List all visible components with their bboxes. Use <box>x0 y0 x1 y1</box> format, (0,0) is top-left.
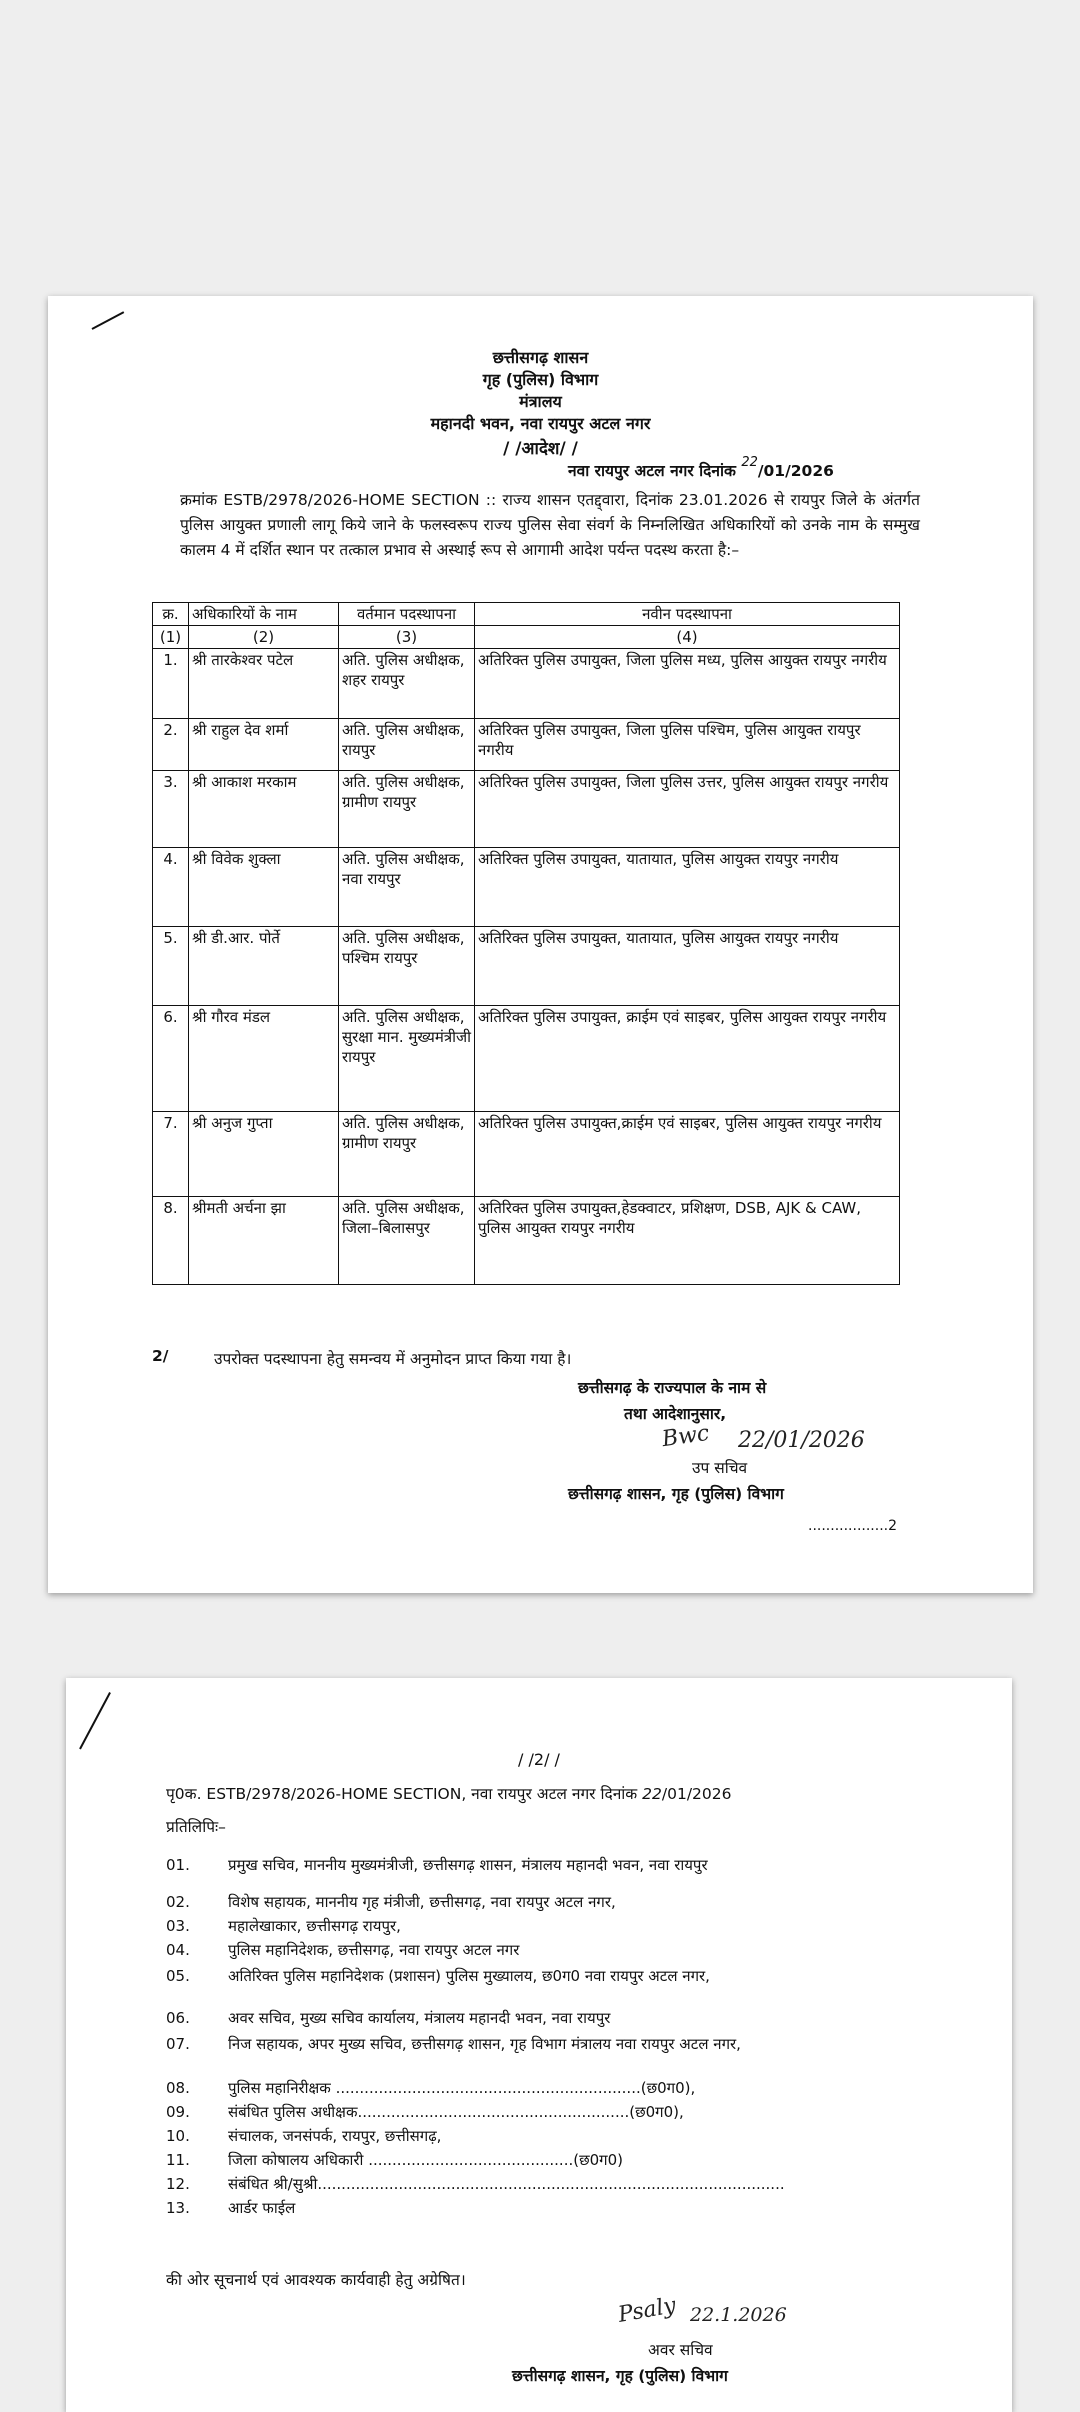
cell-new: अतिरिक्त पुलिस उपायुक्त, यातायात, पुलिस आयुक्त रायपुर नगरीय <box>475 927 900 1006</box>
table-row <box>153 771 900 848</box>
col-header-current: वर्तमान पदस्थापना <box>339 603 475 626</box>
list-item-number: 08. <box>166 2079 190 2097</box>
cell-current: अति. पुलिस अधीक्षक, ग्रामीण रायपुर <box>339 1112 475 1197</box>
list-item-number: 09. <box>166 2103 190 2121</box>
signature-department: छत्तीसगढ़ शासन, गृह (पुलिस) विभाग <box>568 1485 784 1503</box>
cell-current: अति. पुलिस अधीक्षक, ग्रामीण रायपुर <box>339 771 475 848</box>
cell-current: अति. पुलिस अधीक्षक, पश्चिम रायपुर <box>339 927 475 1006</box>
order-page-1 <box>48 296 1033 1593</box>
handwritten-day: 22 <box>741 455 758 470</box>
col-num: (1) <box>153 626 189 649</box>
column-number-row <box>153 626 900 649</box>
cell-new: अतिरिक्त पुलिस उपायुक्त, यातायात, पुलिस आयुक्त रायपुर नगरीय <box>475 848 900 927</box>
cell-sn: 1. <box>153 649 189 719</box>
list-item-number: 06. <box>166 2009 190 2027</box>
list-item-text: संबंधित श्री/सुश्री.................................................................................................. <box>228 2175 785 2193</box>
col-header-new: नवीन पदस्थापना <box>475 603 900 626</box>
table-row <box>153 848 900 927</box>
cell-sn: 4. <box>153 848 189 927</box>
cell-current: अति. पुलिस अधीक्षक, नवा रायपुर <box>339 848 475 927</box>
table-row <box>153 1112 900 1197</box>
list-item-text: आर्डर फाईल <box>228 2199 296 2217</box>
handwritten-signed-date: 22.1.2026 <box>690 2304 787 2326</box>
list-item-number: 03. <box>166 1917 190 1935</box>
list-item-text: संबंधित पुलिस अधीक्षक.........................................................(छ0ग0), <box>228 2103 684 2121</box>
list-item-number: 13. <box>166 2199 190 2217</box>
cell-new: अतिरिक्त पुलिस उपायुक्त, जिला पुलिस उत्तर, पुलिस आयुक्त रायपुर नगरीय <box>475 771 900 848</box>
col-header-sn: क्र. <box>153 603 189 626</box>
cell-current: अति. पुलिस अधीक्षक, रायपुर <box>339 719 475 771</box>
signature-department: छत्तीसगढ़ शासन, गृह (पुलिस) विभाग <box>512 2367 728 2385</box>
list-item-text: पुलिस महानिदेशक, छत्तीसगढ़, नवा रायपुर अटल नगर <box>228 1941 520 1959</box>
cell-new: अतिरिक्त पुलिस उपायुक्त, जिला पुलिस पश्चिम, पुलिस आयुक्त रायपुर नगरीय <box>475 719 900 771</box>
list-item-text: अवर सचिव, मुख्य सचिव कार्यालय, मंत्रालय महानदी भवन, नवा रायपुर <box>228 2009 611 2027</box>
cell-name: श्री अनुज गुप्ता <box>189 1112 339 1197</box>
cell-sn: 2. <box>153 719 189 771</box>
col-num: (3) <box>339 626 475 649</box>
cell-name: श्री गौरव मंडल <box>189 1006 339 1112</box>
list-item-number: 12. <box>166 2175 190 2193</box>
posting-table <box>152 602 900 1285</box>
handwritten-day: 22 <box>642 1785 662 1803</box>
cell-name: श्री विवेक शुक्ला <box>189 848 339 927</box>
table-row <box>153 719 900 771</box>
order-paragraph: क्रमांक ESTB/2978/2026-HOME SECTION :: राज्य शासन एतद्द्वारा, दिनांक 23.01.2026 से रायपुर जिले के अंतर्गत पुलिस आयुक्त प्रणाली लागू किये जाने के फलस्वरूप राज्य पुलिस सेवा संवर्ग के निम्नलिखित अधिकारियों को उनके नाम के सम्मुख कालम 4 में दर्शित स्थान पर तत्काल प्रभाव से अस्थाई रूप से आगामी आदेश पर्यन्त पदस्थ करता है:– <box>180 491 920 559</box>
cell-current: अति. पुलिस अधीक्षक, सुरक्षा मान. मुख्यमंत्रीजी रायपुर <box>339 1006 475 1112</box>
order-page-2 <box>66 1678 1012 2412</box>
list-item-number: 07. <box>166 2035 190 2053</box>
list-item-text: निज सहायक, अपर मुख्य सचिव, छत्तीसगढ़ शासन, गृह विभाग मंत्रालय नवा रायपुर अटल नगर, <box>228 2035 741 2053</box>
cell-new: अतिरिक्त पुलिस उपायुक्त,क्राईम एवं साइबर, पुलिस आयुक्त रायपुर नगरीय <box>475 1112 900 1197</box>
handwritten-signature: Psaly <box>616 2293 678 2328</box>
list-item-text: संचालक, जनसंपर्क, रायपुर, छत्तीसगढ़, <box>228 2127 442 2145</box>
cell-current: अति. पुलिस अधीक्षक, शहर रायपुर <box>339 649 475 719</box>
list-item-text: महालेखाकार, छत्तीसगढ़ रायपुर, <box>228 1917 401 1935</box>
continued-marker: ..................2 <box>808 1518 898 1534</box>
cell-current: अति. पुलिस अधीक्षक, जिला–बिलासपुर <box>339 1197 475 1285</box>
header-line-address: महानदी भवन, नवा रायपुर अटल नगर <box>430 414 651 433</box>
col-num: (4) <box>475 626 900 649</box>
header-line-ministry: मंत्रालय <box>519 392 562 411</box>
cell-new: अतिरिक्त पुलिस उपायुक्त,हेडक्वाटर, प्रशिक्षण, DSB, AJK & CAW, पुलिस आयुक्त रायपुर नगरीय <box>475 1197 900 1285</box>
cell-sn: 3. <box>153 771 189 848</box>
list-item-text: जिला कोषालय अधिकारी ...........................................(छ0ग0) <box>228 2151 623 2169</box>
cell-sn: 6. <box>153 1006 189 1112</box>
place-date: नवा रायपुर अटल नगर दिनांक $^{22}$/01/2026 <box>568 455 834 480</box>
col-num: (2) <box>189 626 339 649</box>
page-number: / /2/ / <box>518 1750 560 1769</box>
corner-mark <box>79 1692 111 1749</box>
list-item-text: प्रमुख सचिव, माननीय मुख्यमंत्रीजी, छत्तीसगढ़ शासन, मंत्रालय महानदी भवन, नवा रायपुर <box>228 1856 708 1874</box>
list-item-text: विशेष सहायक, माननीय गृह मंत्रीजी, छत्तीसगढ़, नवा रायपुर अटल नगर, <box>228 1893 616 1911</box>
cell-name: श्री आकाश मरकाम <box>189 771 339 848</box>
cell-new: अतिरिक्त पुलिस उपायुक्त, क्राईम एवं साइबर, पुलिस आयुक्त रायपुर नगरीय <box>475 1006 900 1112</box>
table-row <box>153 1006 900 1112</box>
corner-mark <box>92 311 125 330</box>
cell-new: अतिरिक्त पुलिस उपायुक्त, जिला पुलिस मध्य, पुलिस आयुक्त रायपुर नगरीय <box>475 649 900 719</box>
list-item-text: अतिरिक्त पुलिस महानिदेशक (प्रशासन) पुलिस मुख्यालय, छ0ग0 नवा रायपुर अटल नगर, <box>228 1967 710 1985</box>
cell-sn: 5. <box>153 927 189 1006</box>
list-item-number: 10. <box>166 2127 190 2145</box>
cell-name: श्री डी.आर. पोर्ते <box>189 927 339 1006</box>
table-row <box>153 1197 900 1285</box>
cell-sn: 8. <box>153 1197 189 1285</box>
table-row <box>153 649 900 719</box>
handwritten-signature: Bwc <box>660 1420 711 1453</box>
list-item-number: 11. <box>166 2151 190 2169</box>
list-item-text: पुलिस महानिरीक्षक ................................................................(छ0ग0), <box>228 2079 696 2097</box>
signature-authority: छत्तीसगढ़ के राज्यपाल के नाम से <box>578 1379 767 1397</box>
cell-name: श्री तारकेश्वर पटेल <box>189 649 339 719</box>
list-item-number: 05. <box>166 1967 190 1985</box>
list-item-number: 04. <box>166 1941 190 1959</box>
header-line-dept: गृह (पुलिस) विभाग <box>482 370 599 389</box>
col-header-name: अधिकारियों के नाम <box>189 603 339 626</box>
cell-name: श्रीमती अर्चना झा <box>189 1197 339 1285</box>
closing-line: की ओर सूचनार्थ एवं आवश्यक कार्यवाही हेतु अग्रेषित। <box>166 2271 466 2289</box>
signature-designation: उप सचिव <box>692 1459 748 1477</box>
handwritten-signed-date: 22/01/2026 <box>738 1428 865 1453</box>
cell-name: श्री राहुल देव शर्मा <box>189 719 339 771</box>
table-row <box>153 927 900 1006</box>
order-title: / /आदेश/ / <box>503 439 578 459</box>
table-header-row <box>153 603 900 626</box>
note-text: उपरोक्त पदस्थापना हेतु समन्वय में अनुमोदन प्राप्त किया गया है। <box>214 1350 572 1368</box>
signature-designation: अवर सचिव <box>648 2341 713 2359</box>
note-number: 2/ <box>152 1347 169 1365</box>
header-line-govt: छत्तीसगढ़ शासन <box>492 348 589 367</box>
cell-sn: 7. <box>153 1112 189 1197</box>
list-item-number: 02. <box>166 1893 190 1911</box>
signature-order: तथा आदेशानुसार, <box>624 1405 727 1423</box>
list-item-number: 01. <box>166 1856 190 1874</box>
endorsement-line: पृ0क. ESTB/2978/2026-HOME SECTION, नवा रायपुर अटल नगर दिनांक 22/01/2026 <box>166 1785 732 1803</box>
copy-to-label: प्रतिलिपिः– <box>166 1818 226 1836</box>
